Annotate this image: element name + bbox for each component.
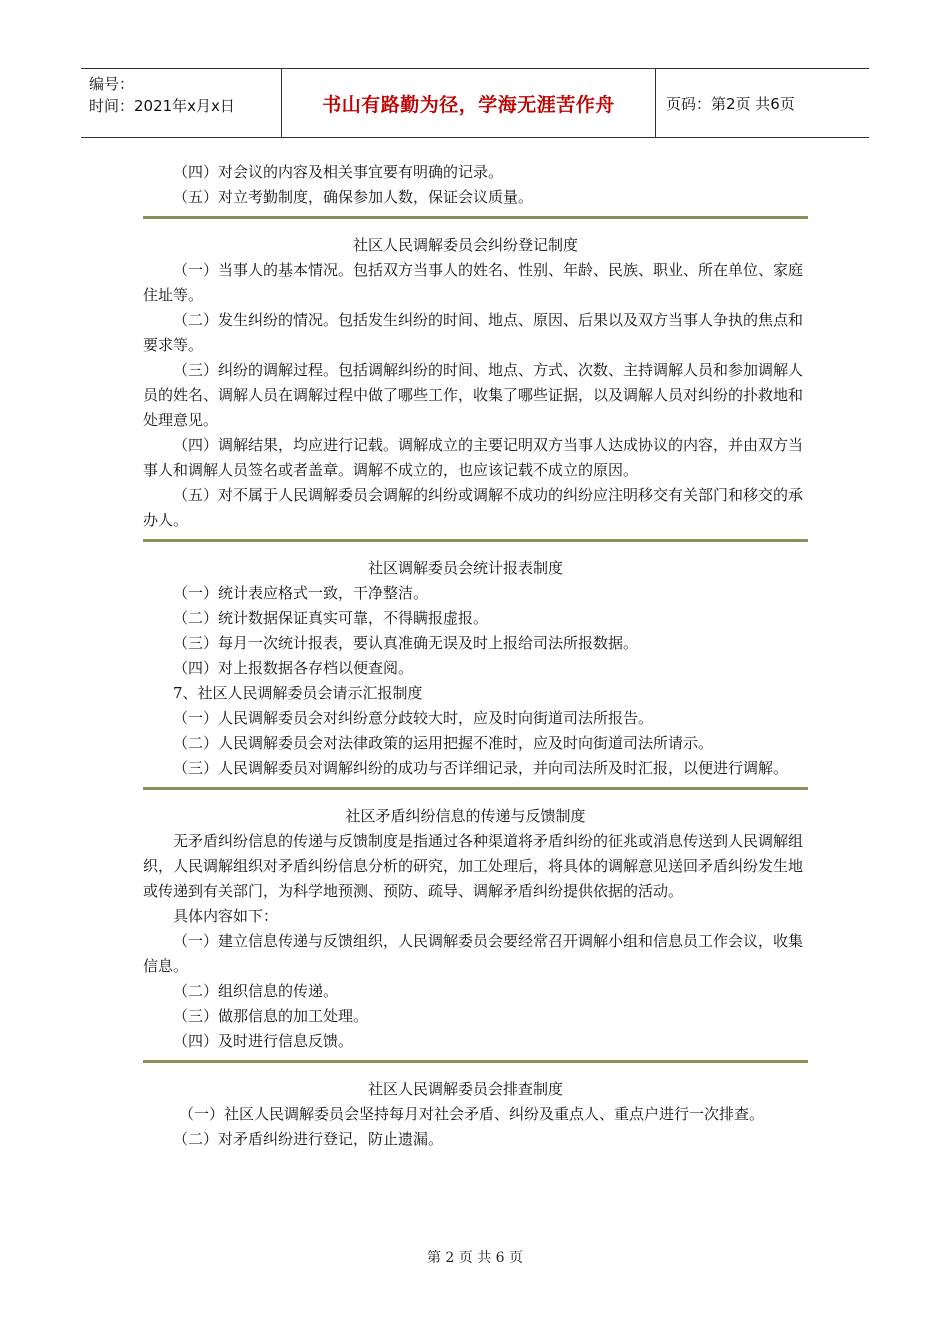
paragraph: （二）人民调解委员会对法律政策的运用把握不准时，应及时向街道司法所请示。 xyxy=(173,734,714,752)
paragraph: （二）统计数据保证真实可靠，不得瞒报虚报。 xyxy=(173,609,489,627)
section-divider xyxy=(143,216,808,219)
paragraph: 无矛盾纠纷信息的传递与反馈制度是指通过各种渠道将矛盾纠纷的征兆或消息传送到人民调解组织，人民调解组织对矛盾纠纷信息分析的研究，加工处理后，将具体的调解意见送回矛盾纠纷发生地或传递到有关部门，为科学地预测、预防、疏导、调解矛盾纠纷提供依据的活动。 xyxy=(143,832,804,900)
section-divider xyxy=(143,539,808,542)
paragraph: 具体内容如下： xyxy=(173,907,279,925)
paragraph: （一）当事人的基本情况。包括双方当事人的姓名、性别、年龄、民族、职业、所在单位、家庭住址等。 xyxy=(143,261,804,304)
paragraph: （三）每月一次统计报表，要认真准确无误及时上报给司法所报数据。 xyxy=(173,634,639,652)
page-footer: 第 2 页 共 6 页 xyxy=(426,1250,524,1266)
paragraph: （四）对会议的内容及相关事宜要有明确的记录。 xyxy=(173,163,504,181)
section-title: 社区调解委员会统计报表制度 xyxy=(367,559,563,577)
paragraph: （一）人民调解委员会对纠纷意分歧较大时，应及时向街道司法所报告。 xyxy=(173,709,654,727)
paragraph: （二）对矛盾纠纷进行登记，防止遗漏。 xyxy=(173,1130,444,1148)
section-divider xyxy=(143,787,808,790)
section-title: 社区矛盾纠纷信息的传递与反馈制度 xyxy=(345,807,586,825)
paragraph: （三）人民调解委员对调解纠纷的成功与否详细记录，并向司法所及时汇报，以便进行调解。 xyxy=(173,759,789,777)
paragraph: （二）组织信息的传递。 xyxy=(173,982,339,1000)
paragraph: （三）纠纷的调解过程。包括调解纠纷的时间、地点、方式、次数、主持调解人员和参加调解人员的姓名、调解人员在调解过程中做了哪些工作，收集了哪些证据，以及调解人员对纠纷的扑救地和处理意见。 xyxy=(143,361,804,429)
paragraph: （四）调解结果，均应进行记载。调解成立的主要记明双方当事人达成协议的内容，并由双方当事人和调解人员签名或者盖章。调解不成立的，也应该记载不成立的原因。 xyxy=(143,436,804,479)
paragraph: （四）对上报数据各存档以便查阅。 xyxy=(173,659,414,677)
section-title: 社区人民调解委员会纠纷登记制度 xyxy=(352,236,578,254)
paragraph: （一）统计表应格式一致，干净整洁。 xyxy=(173,584,429,602)
header-motto: 书山有路勤为径，学海无涯苦作舟 xyxy=(281,69,656,137)
header-meta xyxy=(81,69,281,137)
paragraph: （三）做那信息的加工处理。 xyxy=(173,1007,369,1025)
paragraph: （二）发生纠纷的情况。包括发生纠纷的时间、地点、原因、后果以及双方当事人争执的焦点和要求等。 xyxy=(143,311,804,354)
paragraph: （一）建立信息传递与反馈组织，人民调解委员会要经常召开调解小组和信息员工作会议，收集信息。 xyxy=(143,932,804,975)
section-title: 社区人民调解委员会排查制度 xyxy=(367,1080,563,1098)
page-header xyxy=(81,68,869,138)
paragraph: （五）对不属于人民调解委员会调解的纠纷或调解不成功的纠纷应注明移交有关部门和移交的承办人。 xyxy=(143,486,804,529)
paragraph: （四）及时进行信息反馈。 xyxy=(173,1032,354,1050)
header-page-label: 页码：第2页 共6页 xyxy=(666,94,795,113)
paragraph: （一）社区人民调解委员会坚持每月对社会矛盾、纠纷及重点人、重点户进行一次排查。 xyxy=(179,1105,765,1123)
document-number-label: 编号： xyxy=(89,75,135,93)
section-divider xyxy=(143,1060,808,1063)
document-body xyxy=(143,160,808,1152)
document-time-label: 时间：2021年x月x日 xyxy=(89,97,235,115)
paragraph: （五）对立考勤制度，确保参加人数，保证会议质量。 xyxy=(173,188,534,206)
paragraph: 7、社区人民调解委员会请示汇报制度 xyxy=(173,684,423,702)
